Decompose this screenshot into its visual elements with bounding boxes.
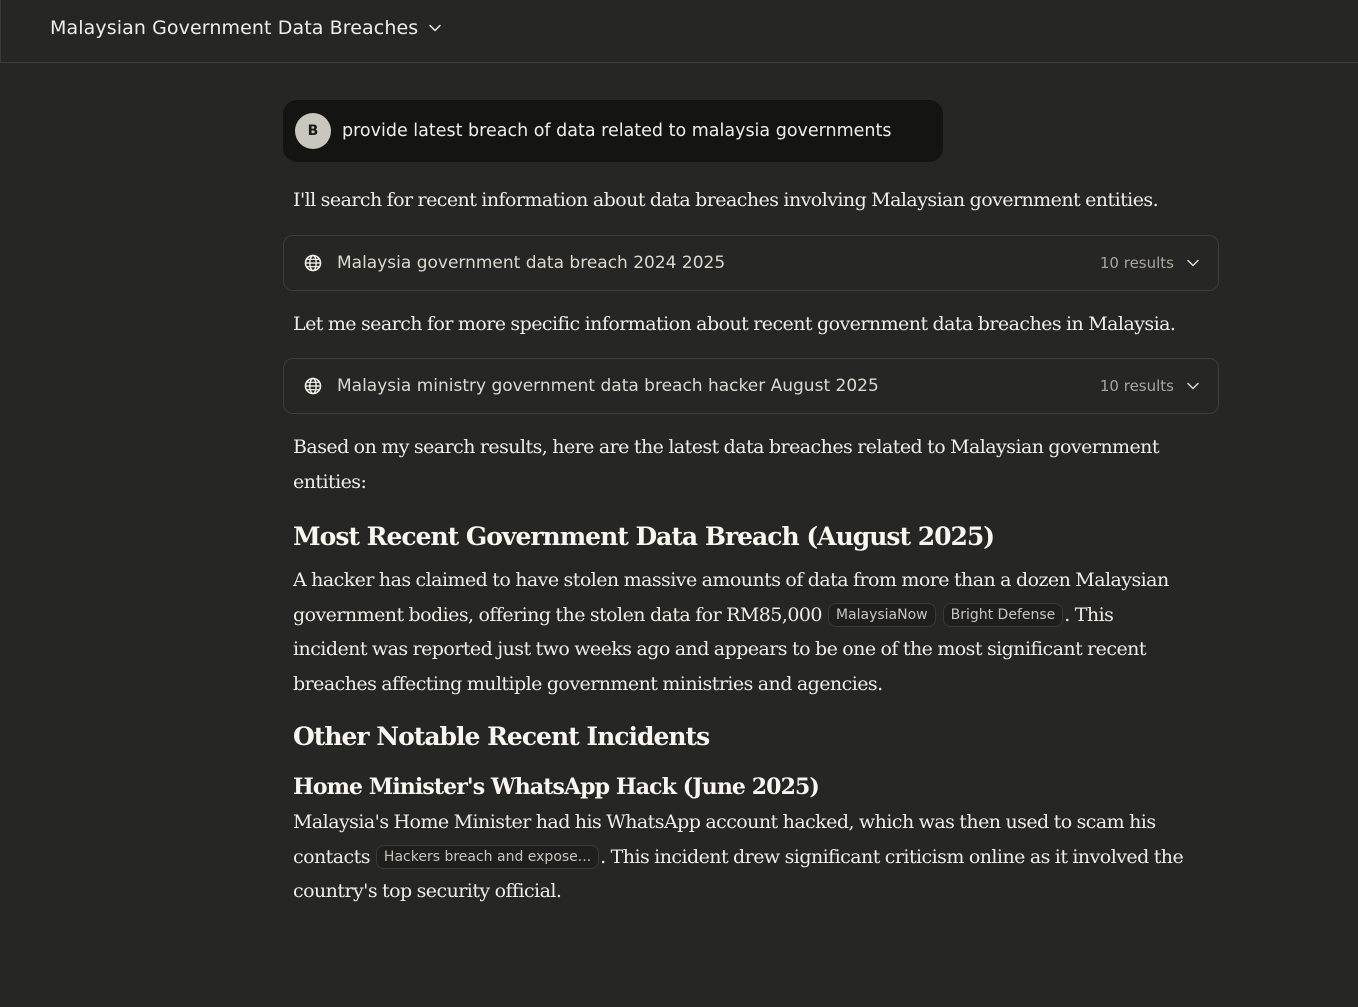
assistant-intro: I'll search for recent information about data breaches involving Malaysian government entities.: [293, 189, 1159, 211]
citation-hackers-breach[interactable]: Hackers breach and expose...: [376, 845, 599, 869]
conversation-title-button[interactable]: [50, 17, 442, 39]
avatar[interactable]: B: [295, 113, 331, 149]
search-query: Malaysia government data breach 2024 2025: [337, 252, 726, 273]
section-heading-recent-breach: Most Recent Government Data Breach (August 2025): [293, 522, 995, 551]
body-text: A hacker has claimed to have stolen massive amounts of data from more than a dozen Malaysian government bodies, offering the stolen data for RM85,000: [293, 569, 1169, 626]
assistant-summary-intro: Based on my search results, here are the latest data breaches related to Malaysian government entities:: [293, 436, 1159, 493]
section-heading-other-incidents: Other Notable Recent Incidents: [293, 722, 710, 751]
web-search-result-1[interactable]: [283, 235, 1219, 291]
assistant-followup: Let me search for more specific information about recent government data breaches in Malaysia.: [293, 312, 1176, 335]
chevron-down-icon[interactable]: [1186, 256, 1200, 270]
body-text: . This incident drew significant criticism online as it involved the country's top security official.: [293, 845, 1184, 902]
chat-transcript: [283, 100, 1219, 909]
user-message-text: provide latest breach of data related to malaysia governments: [342, 121, 892, 141]
subheading-whatsapp-hack: Home Minister's WhatsApp Hack (June 2025): [293, 774, 819, 800]
section-whatsapp-hack-body: [283, 805, 1219, 909]
citation-bright-defense[interactable]: Bright Defense: [943, 603, 1064, 627]
body-text: . This incident was reported just two weeks ago and appears to be one of the most significant recent breaches affecting multiple government ministries and agencies.: [293, 603, 1146, 695]
web-search-result-2[interactable]: [283, 358, 1219, 414]
chevron-down-icon: [428, 21, 442, 35]
globe-icon: [303, 376, 323, 396]
chevron-down-icon[interactable]: [1186, 379, 1200, 393]
result-count: 10 results: [1099, 377, 1174, 395]
result-count: 10 results: [1099, 253, 1174, 272]
body-text: Malaysia's Home Minister had his WhatsApp account hacked, which was then used to scam his contacts: [293, 811, 1156, 868]
globe-icon: [303, 253, 323, 273]
search-query: Malaysia ministry government data breach hacker August 2025: [337, 376, 879, 396]
section-recent-breach-body: [283, 563, 1219, 701]
citation-malaysianow[interactable]: MalaysiaNow: [828, 603, 936, 627]
top-bar: [0, 0, 1358, 63]
conversation-title: Malaysian Government Data Breaches: [50, 17, 419, 39]
user-message: [283, 100, 943, 162]
